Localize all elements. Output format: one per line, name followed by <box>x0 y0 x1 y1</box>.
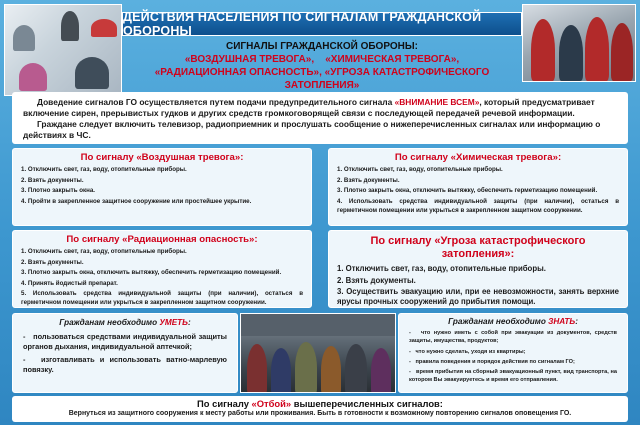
list-item: 3. Плотно закрыть окна, отключить вытяжку, обеспечить герметизацию помещений. <box>21 269 282 276</box>
list-item: 4. Принять йодистый препарат. <box>21 279 118 287</box>
radiation-danger-card <box>12 230 312 308</box>
list-item: 1. Отключить свет, газ, воду, отопительные приборы. <box>337 166 503 173</box>
must-be-able-title: Гражданам необходимо УМЕТЬ: <box>59 318 191 327</box>
list-item: 3. Плотно закрыть окна, отключить вытяжку, обеспечить герметизацию помещений. <box>337 187 598 194</box>
list-item: 2. Взять документы. <box>337 275 416 285</box>
person-icon <box>19 63 47 91</box>
person-figure <box>247 344 267 393</box>
card-title: По сигналу «Радиационная опасность»: <box>66 234 258 245</box>
person-figure <box>345 344 367 393</box>
list-item: 4. Использовать средства индивидуальной защиты (при наличии), остаться в герметичном помещении или укрыться в закрепленном защитном сооружении. <box>337 197 619 214</box>
list-item: - пользоваться средствами индивидуальной защиты органов дыхания, индивидуальной аптечкой; <box>23 331 230 351</box>
bus-shape <box>241 314 396 336</box>
list-item: 1. Отключить свет, газ, воду, отопительные приборы. <box>21 166 187 173</box>
list-item: 1. Отключить свет, газ, воду, отопительные приборы. <box>337 264 546 273</box>
signals-line-2: «РАДИАЦИОННАЯ ОПАСНОСТЬ», «УГРОЗА КАТАСТРОФИЧЕСКОГО ЗАТОПЛЕНИЯ» <box>154 67 490 91</box>
person-figure <box>371 348 391 393</box>
list-item: 5. Использовать средства индивидуальной защиты (при наличии), остаться в герметичном помещении или укрыться в закрепленном защитном сооружении. <box>21 290 303 306</box>
must-know-title: Гражданам необходимо ЗНАТЬ: <box>448 317 578 326</box>
list-item: 4. Пройти в закрепленное защитное сооружение или простейшее укрытие. <box>21 197 252 205</box>
rescuer-figure <box>585 17 609 81</box>
must-be-able-box <box>12 313 238 393</box>
rescuer-figure <box>559 25 583 81</box>
rescuers-photo <box>522 4 636 82</box>
list-item: 3. Осуществить эвакуацию или, при ее невозможности, занять верхние ярусы прочных сооружений до прибытия помощи. <box>337 287 619 306</box>
vehicle-icon <box>91 19 117 37</box>
evacuation-crowd-photo <box>240 313 396 393</box>
rescuer-figure <box>611 23 633 81</box>
rescuer-figure <box>531 19 555 81</box>
list-item: 3. Плотно закрыть окна. <box>21 187 95 194</box>
list-item: - правила поведения и порядок действия по сигналам ГО; <box>409 358 575 365</box>
intro-paragraph-2: Граждане следует включить телевизор, радиоприемник и прослушать сообщение о нижеперечисленных сигналах или информацию о действиях в ЧС. <box>23 119 601 140</box>
warning-devices-photo <box>4 4 122 96</box>
list-item: - что нужно иметь с собой при эвакуации из документов, средств защиты, имущества, продуктов; <box>409 330 619 345</box>
list-item: 2. Взять документы. <box>21 258 84 266</box>
tv-icon <box>13 25 35 51</box>
list-item: - время прибытия на сборный эвакуационный пункт, вид транспорта, на котором Вы эвакуируетесь и время его отправления. <box>409 369 619 384</box>
must-know-box <box>398 313 628 393</box>
all-clear-box <box>12 396 628 422</box>
chemical-alarm-card <box>328 148 628 226</box>
all-clear-text: Вернуться из защитного сооружения к месту работы или проживания. Быть в готовности к возможному повторению сигналов оповещения ГО. <box>68 410 572 417</box>
list-item: - что нужно сделать, уходя из квартиры; <box>409 348 526 355</box>
card-title: По сигналу «Химическая тревога»: <box>394 152 562 163</box>
intro-text <box>12 92 628 144</box>
card-title: По сигналу «Воздушная тревога»: <box>80 152 244 163</box>
intro-paragraph-1: Доведение сигналов ГО осуществляется путем подачи предупредительного сигнала «ВНИМАНИЕ ВСЕМ», который предусматривает включение сирен, прерывистых гудков и других средств громкоговорящей связи с последующей передачей речевой информации. <box>23 97 595 118</box>
signals-line-1: «ВОЗДУШНАЯ ТРЕВОГА», «ХИМИЧЕСКАЯ ТРЕВОГА», <box>184 54 460 65</box>
person-figure <box>321 346 341 393</box>
list-item: 1. Отключить свет, газ, воду, отопительные приборы. <box>21 248 187 255</box>
person-figure <box>295 342 317 393</box>
list-item: 2. Взять документы. <box>21 176 84 184</box>
page-title: ДЕЙСТВИЯ НАСЕЛЕНИЯ ПО СИГНАЛАМ ГРАЖДАНСКОЙ ОБОРОНЫ <box>122 12 522 36</box>
siren-icon <box>61 11 79 41</box>
signals-title: СИГНАЛЫ ГРАЖДАНСКОЙ ОБОРОНЫ: <box>226 41 418 52</box>
list-item: - изготавливать и использовать ватно-марлевую повязку. <box>23 354 230 374</box>
all-clear-title: По сигналу «Отбой» вышеперечисленных сигналов: <box>197 398 443 409</box>
card-title: По сигналу «Угроза катастрофического затопления»: <box>370 235 586 260</box>
person-figure <box>271 348 291 393</box>
loudspeaker-icon <box>75 57 109 89</box>
flood-threat-card <box>328 230 628 308</box>
signals-list <box>122 40 522 91</box>
attention-all-highlight: «ВНИМАНИЕ ВСЕМ» <box>394 97 480 107</box>
air-raid-card <box>12 148 312 226</box>
list-item: 2. Взять документы. <box>337 176 400 184</box>
